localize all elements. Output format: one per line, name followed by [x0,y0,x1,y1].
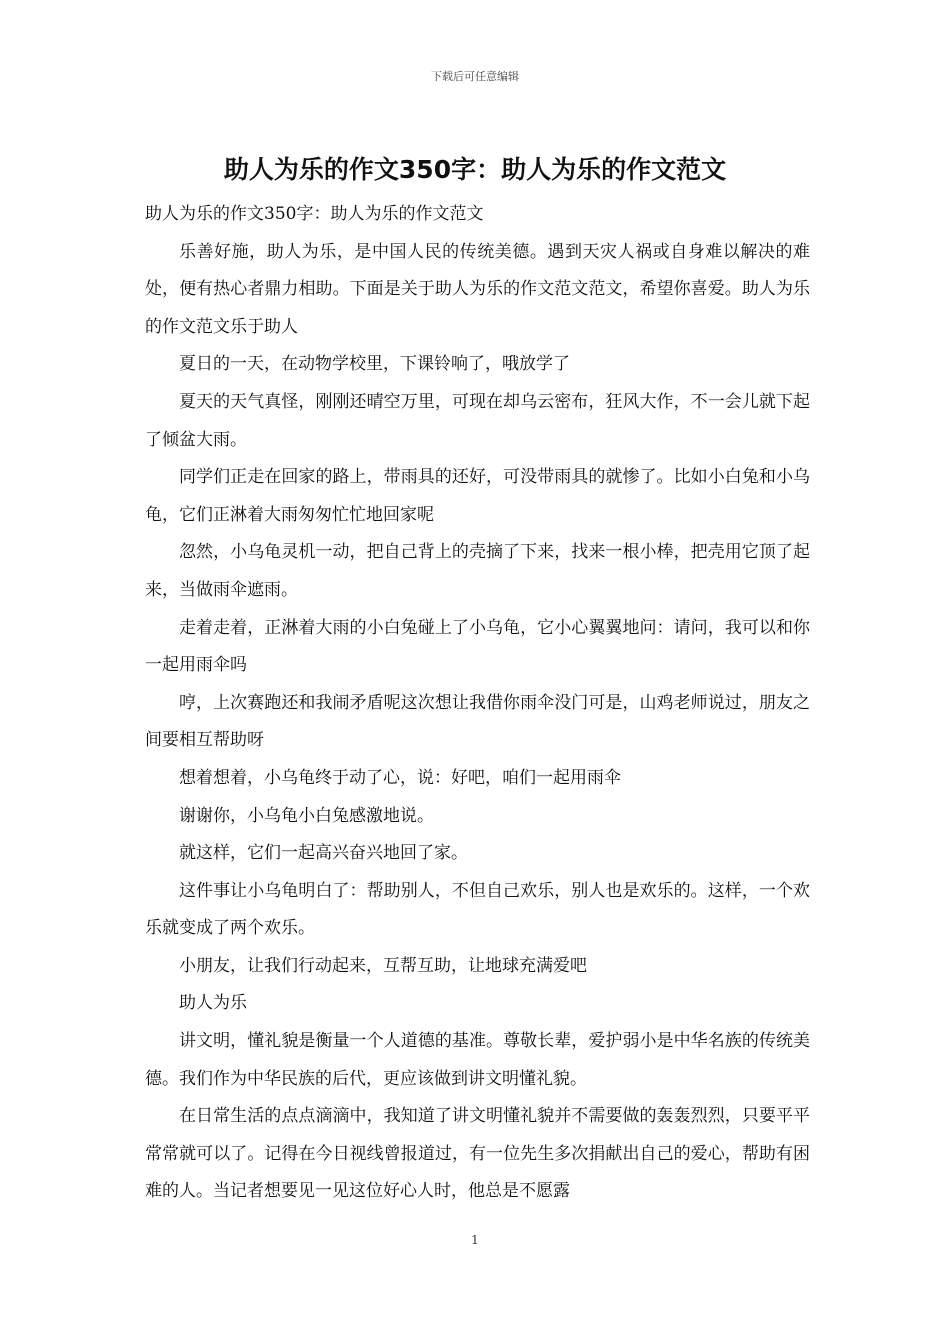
body-paragraph: 乐善好施，助人为乐，是中国人民的传统美德。遇到天灾人祸或自身难以解决的难处，便有热心者鼎力相助。下面是关于助人为乐的作文范文范文，希望你喜爱。助人为乐的作文范文乐于助人 [145,241,810,337]
document-body [145,196,810,1211]
body-paragraph: 忽然，小乌龟灵机一动，把自己背上的壳摘了下来，找来一根小棒，把壳用它顶了起来，当做雨伞遮雨。 [145,542,810,600]
header-note: 下载后可任意编辑 [431,70,519,83]
body-paragraph: 这件事让小乌龟明白了：帮助别人，不但自己欢乐，别人也是欢乐的。这样，一个欢乐就变成了两个欢乐。 [145,880,810,939]
body-paragraph: 想着想着，小乌龟终于动了心，说：好吧，咱们一起用雨伞 [179,767,621,788]
body-paragraph: 走着走着，正淋着大雨的小白兔碰上了小乌龟，它小心翼翼地问：请问，我可以和你一起用雨伞吗 [145,617,810,676]
body-paragraph: 夏天的天气真怪，刚刚还晴空万里，可现在却乌云密布，狂风大作，不一会儿就下起了倾盆大雨。 [145,391,810,450]
subtitle-paragraph: 助人为乐的作文350字：助人为乐的作文范文 [145,204,484,224]
page-number: 1 [471,1233,479,1247]
body-paragraph: 在日常生活的点点滴滴中，我知道了讲文明懂礼貌并不需要做的轰轰烈烈，只要平平常常就可以了。记得在今日视线曾报道过，有一位先生多次捐献出自己的爱心，帮助有困难的人。当记者想要见一见这位好心人时，他总是不愿露 [145,1106,810,1202]
body-paragraph: 谢谢你，小乌龟小白兔感激地说。 [179,805,434,826]
body-paragraph: 就这样，它们一起高兴奋兴地回了家。 [179,843,468,864]
body-paragraph: 哼，上次赛跑还和我闹矛盾呢这次想让我借你雨伞没门可是，山鸡老师说过，朋友之间要相互帮助呀 [145,692,810,751]
body-paragraph: 同学们正走在回家的路上，带雨具的还好，可没带雨具的就惨了。比如小白兔和小乌龟，它们正淋着大雨匆匆忙忙地回家呢 [145,467,810,525]
body-paragraph: 讲文明，懂礼貌是衡量一个人道德的基准。尊敬长辈，爱护弱小是中华名族的传统美德。我们作为中华民族的后代，更应该做到讲文明懂礼貌。 [145,1031,810,1089]
body-paragraph: 小朋友，让我们行动起来，互帮互助，让地球充满爱吧 [179,955,587,976]
section-heading: 助人为乐 [179,993,247,1014]
document-title: 助人为乐的作文350字：助人为乐的作文范文 [223,155,727,184]
body-paragraph: 夏日的一天，在动物学校里，下课铃响了，哦放学了 [179,354,570,375]
